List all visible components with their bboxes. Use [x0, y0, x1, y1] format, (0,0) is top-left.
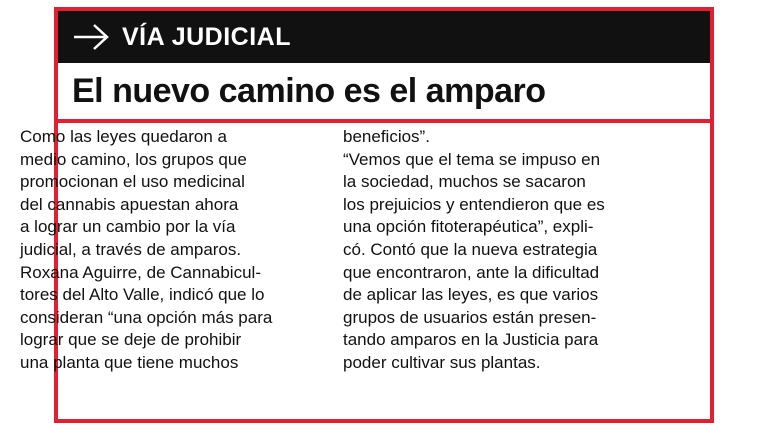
text-line: “Vemos que el tema se impuso en [343, 149, 601, 169]
text-line: Roxana Aguirre, de Cannabicul- [20, 262, 261, 282]
text-line: beneficios”. [343, 127, 430, 146]
text-line: promocionan el uso medicinal [20, 172, 245, 192]
text-line: consideran “una opción más para [20, 307, 273, 327]
text-line: tores del Alto Valle, indicó que lo [20, 285, 265, 305]
text-line: grupos de usuarios están presen- [343, 307, 597, 327]
text-line: judicial, a través de amparos. [20, 239, 242, 259]
article-column-left [20, 126, 315, 375]
text-line: una opción fitoterapéutica”, expli- [343, 217, 594, 237]
text-line: poder cultivar sus plantas. [343, 352, 541, 372]
text-line: tando amparos en la Justicia para [343, 330, 599, 350]
headline-text: El nuevo camino es el amparo [72, 71, 546, 110]
text-line: medio camino, los grupos que [20, 149, 247, 169]
arrow-right-icon [72, 22, 110, 52]
text-line: de aplicar las leyes, es que varios [343, 285, 599, 305]
article-column-right [343, 126, 638, 375]
text-line: una planta que tiene muchos [20, 352, 239, 372]
text-line: los prejuicios y entendieron que es [343, 194, 605, 214]
section-label: VÍA JUDICIAL [122, 22, 291, 51]
text-line: del cannabis apuestan ahora [20, 194, 239, 214]
text-line: có. Contó que la nueva estrategia [343, 239, 598, 259]
section-bar [58, 11, 710, 63]
text-line: a lograr un cambio por la vía [20, 217, 236, 237]
text-line: lograr que se deje de prohibir [20, 330, 242, 350]
article-body [18, 126, 638, 406]
headline [58, 63, 710, 123]
text-line: que encontraron, ante la dificultad [343, 262, 600, 282]
text-line: la sociedad, muchos se sacaron [343, 172, 586, 192]
text-line: Como las leyes quedaron a [20, 127, 227, 146]
